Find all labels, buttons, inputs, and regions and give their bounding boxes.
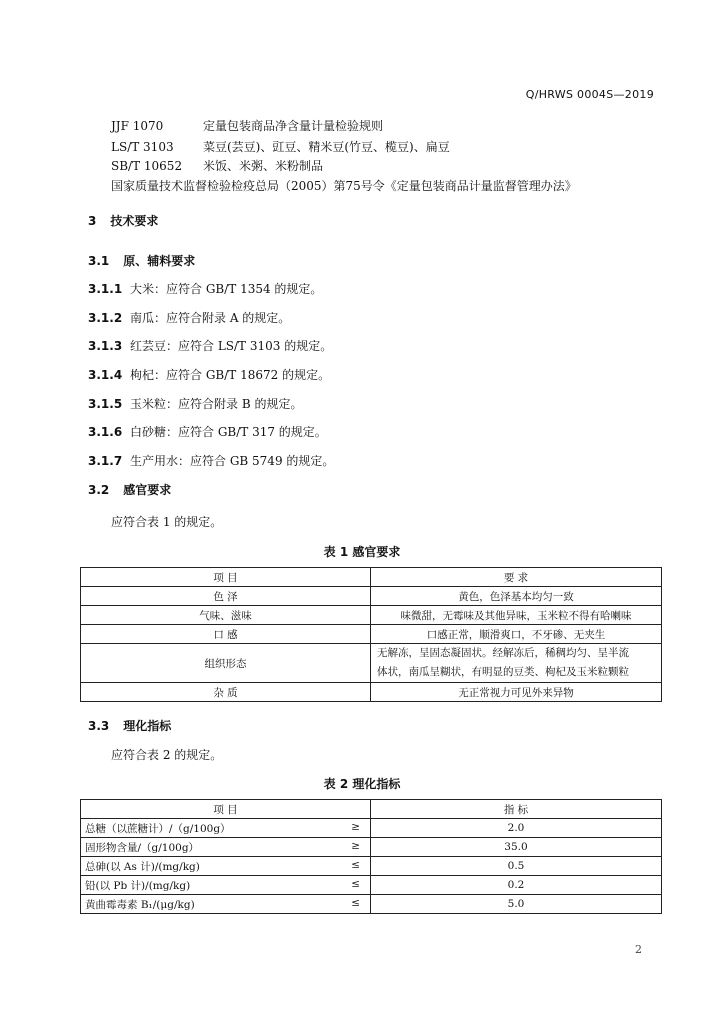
table-row <box>81 876 662 895</box>
table-cell: 黄曲霉毒素 B₁/(μg/kg) ≤ <box>81 895 371 914</box>
table-caption: 表 1 感官要求 <box>323 545 401 559</box>
table-cell: 口感正常，顺滑爽口，不牙碜、无夹生 <box>371 625 662 644</box>
paragraph: 应符合表 2 的规定。 <box>111 748 223 762</box>
table-cell: 气味、滋味 <box>81 606 371 625</box>
table-header-cell: 项 目 <box>81 568 371 587</box>
reference-line: JJF 1070 定量包装商品净含量计量检验规则 <box>111 119 384 133</box>
table-row <box>81 625 662 644</box>
reference-line: SB/T 10652 米饭、米粥、米粉制品 <box>111 159 324 173</box>
table-cell: 黄色，色泽基本均匀一致 <box>371 587 662 606</box>
table-caption: 表 2 理化指标 <box>323 777 401 791</box>
sensory-table <box>80 567 662 702</box>
table-cell: 固形物含量/（g/100g） ≥ <box>81 838 371 857</box>
section-heading: 3.3 理化指标 <box>88 719 172 733</box>
table-header-cell: 指 标 <box>371 800 662 819</box>
table-cell: 2.0 <box>371 819 662 838</box>
table-row <box>81 606 662 625</box>
section-heading: 3.1 原、辅料要求 <box>88 254 196 268</box>
section-heading: 3 技术要求 <box>88 214 159 228</box>
clause: 3.1.3 红芸豆：应符合 LS/T 3103 的规定。 <box>88 339 333 353</box>
section-heading: 3.2 感官要求 <box>88 483 172 497</box>
table-row <box>81 857 662 876</box>
clause: 3.1.2 南瓜：应符合附录 A 的规定。 <box>88 311 291 325</box>
clause: 3.1.5 玉米粒：应符合附录 B 的规定。 <box>88 397 303 411</box>
clause: 3.1.7 生产用水：应符合 GB 5749 的规定。 <box>88 454 335 468</box>
table-cell: 铅(以 Pb 计)/(mg/kg) ≤ <box>81 876 371 895</box>
table-row <box>81 587 662 606</box>
clause: 3.1.4 枸杞：应符合 GB/T 18672 的规定。 <box>88 368 331 382</box>
table-cell <box>371 644 662 683</box>
table-header-cell: 项 目 <box>81 800 371 819</box>
table-cell: 口 感 <box>81 625 371 644</box>
physicochemical-table <box>80 799 662 914</box>
reference-line: 国家质量技术监督检验检疫总局（2005）第75号令《定量包装商品计量监督管理办法》 <box>111 179 577 193</box>
table-cell: 无正常视力可见外来异物 <box>371 683 662 702</box>
paragraph: 应符合表 1 的规定。 <box>111 515 223 529</box>
page-number: 2 <box>635 943 642 956</box>
reference-line: LS/T 3103 菜豆(芸豆)、豇豆、精米豆(竹豆、榄豆)、扁豆 <box>111 140 450 154</box>
table-header-cell: 要 求 <box>371 568 662 587</box>
table-cell: 35.0 <box>371 838 662 857</box>
document-code: Q/HRWS 0004S—2019 <box>525 88 654 101</box>
table-row <box>81 895 662 914</box>
table-row <box>81 838 662 857</box>
table-cell: 味微甜，无霉味及其他异味，玉米粒不得有哈喇味 <box>371 606 662 625</box>
table-header-row <box>81 800 662 819</box>
table-cell: 0.5 <box>371 857 662 876</box>
clause: 3.1.1 大米：应符合 GB/T 1354 的规定。 <box>88 282 323 296</box>
table-row <box>81 819 662 838</box>
table-cell: 总砷(以 As 计)/(mg/kg) ≤ <box>81 857 371 876</box>
table-row <box>81 683 662 702</box>
table-cell: 杂 质 <box>81 683 371 702</box>
table-cell: 5.0 <box>371 895 662 914</box>
table-header-row <box>81 568 662 587</box>
table-cell: 色 泽 <box>81 587 371 606</box>
table-cell: 总糖（以蔗糖计）/（g/100g） ≥ <box>81 819 371 838</box>
table-cell: 组织形态 <box>81 644 371 683</box>
table-cell-line: 无解冻，呈固态凝固状。经解冻后，稀稠均匀、呈半流 <box>377 647 629 659</box>
table-cell: 0.2 <box>371 876 662 895</box>
clause: 3.1.6 白砂糖：应符合 GB/T 317 的规定。 <box>88 425 327 439</box>
table-row <box>81 644 662 683</box>
table-cell-line: 体状，南瓜呈糊状，有明显的豆类、枸杞及玉米粒颗粒 <box>377 666 629 678</box>
